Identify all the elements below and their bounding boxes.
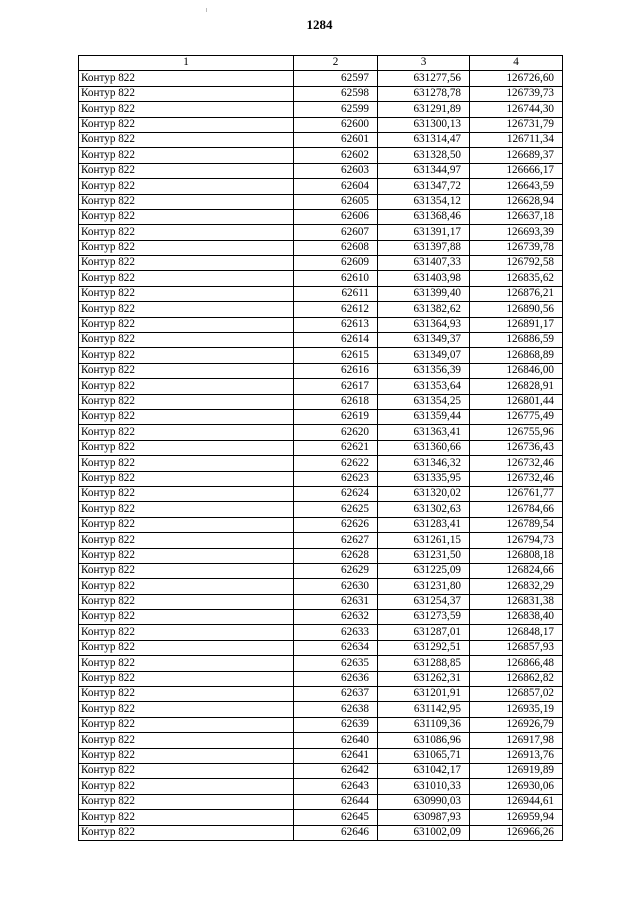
- contour-name-cell: Контур 822: [79, 425, 294, 440]
- table-row: [79, 702, 563, 717]
- y-coordinate-cell: 126739,78: [470, 240, 563, 255]
- y-coordinate-cell: 126891,17: [470, 317, 563, 332]
- contour-name-cell: Контур 822: [79, 225, 294, 240]
- column-header-1: 1: [79, 56, 294, 71]
- x-coordinate-cell: 631328,50: [378, 148, 470, 163]
- y-coordinate-cell: 126944,61: [470, 794, 563, 809]
- y-coordinate-cell: 126866,48: [470, 656, 563, 671]
- x-coordinate-cell: 631403,98: [378, 271, 470, 286]
- y-coordinate-cell: 126736,43: [470, 440, 563, 455]
- point-number-cell: 62614: [294, 333, 378, 348]
- contour-name-cell: Контур 822: [79, 486, 294, 501]
- contour-name-cell: Контур 822: [79, 794, 294, 809]
- x-coordinate-cell: 631231,50: [378, 548, 470, 563]
- point-number-cell: 62607: [294, 225, 378, 240]
- y-coordinate-cell: 126862,82: [470, 671, 563, 686]
- table-row: [79, 748, 563, 763]
- table-row: [79, 656, 563, 671]
- contour-name-cell: Контур 822: [79, 394, 294, 409]
- x-coordinate-cell: 631010,33: [378, 779, 470, 794]
- point-number-cell: 62636: [294, 671, 378, 686]
- x-coordinate-cell: 631382,62: [378, 302, 470, 317]
- point-number-cell: 62613: [294, 317, 378, 332]
- point-number-cell: 62630: [294, 579, 378, 594]
- x-coordinate-cell: 631391,17: [378, 225, 470, 240]
- contour-name-cell: Контур 822: [79, 640, 294, 655]
- table-header-row: [79, 56, 563, 71]
- point-number-cell: 62597: [294, 71, 378, 86]
- point-number-cell: 62626: [294, 517, 378, 532]
- point-number-cell: 62610: [294, 271, 378, 286]
- point-number-cell: 62635: [294, 656, 378, 671]
- table-row: [79, 717, 563, 732]
- point-number-cell: 62616: [294, 363, 378, 378]
- x-coordinate-cell: 631201,91: [378, 687, 470, 702]
- x-coordinate-cell: 631277,56: [378, 71, 470, 86]
- table-row: [79, 363, 563, 378]
- table-row: [79, 256, 563, 271]
- contour-name-cell: Контур 822: [79, 132, 294, 147]
- point-number-cell: 62612: [294, 302, 378, 317]
- point-number-cell: 62643: [294, 779, 378, 794]
- contour-name-cell: Контур 822: [79, 610, 294, 625]
- table-row: [79, 163, 563, 178]
- contour-name-cell: Контур 822: [79, 502, 294, 517]
- y-coordinate-cell: 126835,62: [470, 271, 563, 286]
- x-coordinate-cell: 631363,41: [378, 425, 470, 440]
- table-row: [79, 286, 563, 301]
- x-coordinate-cell: 631359,44: [378, 409, 470, 424]
- y-coordinate-cell: 126846,00: [470, 363, 563, 378]
- point-number-cell: 62633: [294, 625, 378, 640]
- y-coordinate-cell: 126628,94: [470, 194, 563, 209]
- point-number-cell: 62632: [294, 610, 378, 625]
- contour-name-cell: Контур 822: [79, 825, 294, 840]
- contour-name-cell: Контур 822: [79, 348, 294, 363]
- y-coordinate-cell: 126848,17: [470, 625, 563, 640]
- point-number-cell: 62611: [294, 286, 378, 301]
- page-number: 1284: [306, 17, 333, 32]
- point-number-cell: 62615: [294, 348, 378, 363]
- x-coordinate-cell: 631346,32: [378, 456, 470, 471]
- y-coordinate-cell: 126637,18: [470, 209, 563, 224]
- point-number-cell: 62646: [294, 825, 378, 840]
- contour-name-cell: Контур 822: [79, 533, 294, 548]
- y-coordinate-cell: 126808,18: [470, 548, 563, 563]
- table-row: [79, 302, 563, 317]
- y-coordinate-cell: 126838,40: [470, 610, 563, 625]
- y-coordinate-cell: 126744,30: [470, 102, 563, 117]
- table-row: [79, 486, 563, 501]
- point-number-cell: 62623: [294, 471, 378, 486]
- x-coordinate-cell: 631356,39: [378, 363, 470, 378]
- contour-name-cell: Контур 822: [79, 579, 294, 594]
- table-row: [79, 671, 563, 686]
- table-row: [79, 425, 563, 440]
- contour-name-cell: Контур 822: [79, 594, 294, 609]
- contour-name-cell: Контур 822: [79, 563, 294, 578]
- table-row: [79, 825, 563, 840]
- point-number-cell: 62602: [294, 148, 378, 163]
- x-coordinate-cell: 631225,09: [378, 563, 470, 578]
- x-coordinate-cell: 631302,63: [378, 502, 470, 517]
- contour-name-cell: Контур 822: [79, 733, 294, 748]
- y-coordinate-cell: 126890,56: [470, 302, 563, 317]
- contour-name-cell: Контур 822: [79, 240, 294, 255]
- point-number-cell: 62598: [294, 86, 378, 101]
- point-number-cell: 62621: [294, 440, 378, 455]
- point-number-cell: 62625: [294, 502, 378, 517]
- contour-name-cell: Контур 822: [79, 102, 294, 117]
- contour-name-cell: Контур 822: [79, 117, 294, 132]
- point-number-cell: 62608: [294, 240, 378, 255]
- table-row: [79, 763, 563, 778]
- x-coordinate-cell: 631300,13: [378, 117, 470, 132]
- table-row: [79, 225, 563, 240]
- y-coordinate-cell: 126755,96: [470, 425, 563, 440]
- y-coordinate-cell: 126919,89: [470, 763, 563, 778]
- contour-name-cell: Контур 822: [79, 286, 294, 301]
- contour-name-cell: Контур 822: [79, 271, 294, 286]
- table-row: [79, 194, 563, 209]
- point-number-cell: 62609: [294, 256, 378, 271]
- contour-name-cell: Контур 822: [79, 625, 294, 640]
- contour-name-cell: Контур 822: [79, 517, 294, 532]
- table-row: [79, 317, 563, 332]
- y-coordinate-cell: 126831,38: [470, 594, 563, 609]
- x-coordinate-cell: 631399,40: [378, 286, 470, 301]
- table-row: [79, 563, 563, 578]
- point-number-cell: 62622: [294, 456, 378, 471]
- point-number-cell: 62627: [294, 533, 378, 548]
- x-coordinate-cell: 631142,95: [378, 702, 470, 717]
- contour-name-cell: Контур 822: [79, 409, 294, 424]
- x-coordinate-cell: 631288,85: [378, 656, 470, 671]
- point-number-cell: 62642: [294, 763, 378, 778]
- point-number-cell: 62640: [294, 733, 378, 748]
- point-number-cell: 62605: [294, 194, 378, 209]
- x-coordinate-cell: 631261,15: [378, 533, 470, 548]
- contour-name-cell: Контур 822: [79, 86, 294, 101]
- point-number-cell: 62617: [294, 379, 378, 394]
- point-number-cell: 62631: [294, 594, 378, 609]
- contour-name-cell: Контур 822: [79, 256, 294, 271]
- x-coordinate-cell: 631254,37: [378, 594, 470, 609]
- x-coordinate-cell: 631042,17: [378, 763, 470, 778]
- point-number-cell: 62620: [294, 425, 378, 440]
- table-row: [79, 502, 563, 517]
- point-number-cell: 62624: [294, 486, 378, 501]
- contour-name-cell: Контур 822: [79, 656, 294, 671]
- x-coordinate-cell: 631283,41: [378, 517, 470, 532]
- table-row: [79, 456, 563, 471]
- x-coordinate-cell: 631368,46: [378, 209, 470, 224]
- y-coordinate-cell: 126824,66: [470, 563, 563, 578]
- x-coordinate-cell: 631262,31: [378, 671, 470, 686]
- contour-name-cell: Контур 822: [79, 440, 294, 455]
- x-coordinate-cell: 631231,80: [378, 579, 470, 594]
- table-row: [79, 379, 563, 394]
- table-row: [79, 117, 563, 132]
- x-coordinate-cell: 631349,37: [378, 333, 470, 348]
- table-row: [79, 687, 563, 702]
- contour-name-cell: Контур 822: [79, 209, 294, 224]
- y-coordinate-cell: 126876,21: [470, 286, 563, 301]
- table-row: [79, 471, 563, 486]
- y-coordinate-cell: 126886,59: [470, 333, 563, 348]
- column-header-4: 4: [470, 56, 563, 71]
- contour-name-cell: Контур 822: [79, 302, 294, 317]
- y-coordinate-cell: 126857,02: [470, 687, 563, 702]
- contour-name-cell: Контур 822: [79, 748, 294, 763]
- x-coordinate-cell: 631287,01: [378, 625, 470, 640]
- contour-name-cell: Контур 822: [79, 687, 294, 702]
- x-coordinate-cell: 631335,95: [378, 471, 470, 486]
- contour-name-cell: Контур 822: [79, 363, 294, 378]
- x-coordinate-cell: 630990,03: [378, 794, 470, 809]
- x-coordinate-cell: 631002,09: [378, 825, 470, 840]
- column-header-3: 3: [378, 56, 470, 71]
- point-number-cell: 62644: [294, 794, 378, 809]
- contour-name-cell: Контур 822: [79, 779, 294, 794]
- y-coordinate-cell: 126794,73: [470, 533, 563, 548]
- table-row: [79, 132, 563, 147]
- table-row: [79, 594, 563, 609]
- point-number-cell: 62638: [294, 702, 378, 717]
- column-header-2: 2: [294, 56, 378, 71]
- table-row: [79, 625, 563, 640]
- contour-name-cell: Контур 822: [79, 702, 294, 717]
- point-number-cell: 62606: [294, 209, 378, 224]
- table-row: [79, 394, 563, 409]
- point-number-cell: 62645: [294, 810, 378, 825]
- y-coordinate-cell: 126828,91: [470, 379, 563, 394]
- table-row: [79, 579, 563, 594]
- contour-name-cell: Контур 822: [79, 810, 294, 825]
- y-coordinate-cell: 126775,49: [470, 409, 563, 424]
- point-number-cell: 62599: [294, 102, 378, 117]
- y-coordinate-cell: 126868,89: [470, 348, 563, 363]
- y-coordinate-cell: 126711,34: [470, 132, 563, 147]
- table-row: [79, 333, 563, 348]
- contour-name-cell: Контур 822: [79, 763, 294, 778]
- x-coordinate-cell: 631360,66: [378, 440, 470, 455]
- x-coordinate-cell: 631320,02: [378, 486, 470, 501]
- y-coordinate-cell: 126959,94: [470, 810, 563, 825]
- x-coordinate-cell: 631292,51: [378, 640, 470, 655]
- point-number-cell: 62619: [294, 409, 378, 424]
- y-coordinate-cell: 126801,44: [470, 394, 563, 409]
- point-number-cell: 62629: [294, 563, 378, 578]
- table-row: [79, 779, 563, 794]
- x-coordinate-cell: 631291,89: [378, 102, 470, 117]
- x-coordinate-cell: 631314,47: [378, 132, 470, 147]
- x-coordinate-cell: 631086,96: [378, 733, 470, 748]
- table-row: [79, 209, 563, 224]
- y-coordinate-cell: 126643,59: [470, 179, 563, 194]
- point-number-cell: 62604: [294, 179, 378, 194]
- y-coordinate-cell: 126732,46: [470, 471, 563, 486]
- table-row: [79, 148, 563, 163]
- y-coordinate-cell: 126857,93: [470, 640, 563, 655]
- y-coordinate-cell: 126832,29: [470, 579, 563, 594]
- y-coordinate-cell: 126926,79: [470, 717, 563, 732]
- x-coordinate-cell: 631349,07: [378, 348, 470, 363]
- contour-name-cell: Контур 822: [79, 163, 294, 178]
- table-row: [79, 794, 563, 809]
- contour-name-cell: Контур 822: [79, 179, 294, 194]
- table-row: [79, 548, 563, 563]
- point-number-cell: 62600: [294, 117, 378, 132]
- y-coordinate-cell: 126761,77: [470, 486, 563, 501]
- contour-name-cell: Контур 822: [79, 548, 294, 563]
- y-coordinate-cell: 126935,19: [470, 702, 563, 717]
- coordinates-table: [78, 55, 563, 841]
- table-row: [79, 517, 563, 532]
- x-coordinate-cell: 631278,78: [378, 86, 470, 101]
- y-coordinate-cell: 126792,58: [470, 256, 563, 271]
- table-row: [79, 640, 563, 655]
- scan-mark: [206, 8, 207, 12]
- point-number-cell: 62634: [294, 640, 378, 655]
- x-coordinate-cell: 631347,72: [378, 179, 470, 194]
- y-coordinate-cell: 126666,17: [470, 163, 563, 178]
- point-number-cell: 62601: [294, 132, 378, 147]
- table-row: [79, 102, 563, 117]
- x-coordinate-cell: 631354,12: [378, 194, 470, 209]
- y-coordinate-cell: 126693,39: [470, 225, 563, 240]
- table-row: [79, 71, 563, 86]
- y-coordinate-cell: 126732,46: [470, 456, 563, 471]
- x-coordinate-cell: 631354,25: [378, 394, 470, 409]
- y-coordinate-cell: 126731,79: [470, 117, 563, 132]
- table-row: [79, 86, 563, 101]
- contour-name-cell: Контур 822: [79, 71, 294, 86]
- y-coordinate-cell: 126689,37: [470, 148, 563, 163]
- y-coordinate-cell: 126966,26: [470, 825, 563, 840]
- x-coordinate-cell: 631407,33: [378, 256, 470, 271]
- table-row: [79, 440, 563, 455]
- table-row: [79, 810, 563, 825]
- x-coordinate-cell: 631364,93: [378, 317, 470, 332]
- table-row: [79, 533, 563, 548]
- contour-name-cell: Контур 822: [79, 333, 294, 348]
- contour-name-cell: Контур 822: [79, 317, 294, 332]
- y-coordinate-cell: 126726,60: [470, 71, 563, 86]
- x-coordinate-cell: 631353,64: [378, 379, 470, 394]
- table-row: [79, 179, 563, 194]
- y-coordinate-cell: 126739,73: [470, 86, 563, 101]
- x-coordinate-cell: 631109,36: [378, 717, 470, 732]
- x-coordinate-cell: 631065,71: [378, 748, 470, 763]
- table-row: [79, 409, 563, 424]
- table-row: [79, 271, 563, 286]
- y-coordinate-cell: 126789,54: [470, 517, 563, 532]
- point-number-cell: 62618: [294, 394, 378, 409]
- y-coordinate-cell: 126930,06: [470, 779, 563, 794]
- contour-name-cell: Контур 822: [79, 671, 294, 686]
- y-coordinate-cell: 126913,76: [470, 748, 563, 763]
- table-row: [79, 733, 563, 748]
- point-number-cell: 62639: [294, 717, 378, 732]
- contour-name-cell: Контур 822: [79, 194, 294, 209]
- contour-name-cell: Контур 822: [79, 456, 294, 471]
- y-coordinate-cell: 126917,98: [470, 733, 563, 748]
- y-coordinate-cell: 126784,66: [470, 502, 563, 517]
- table-row: [79, 348, 563, 363]
- point-number-cell: 62641: [294, 748, 378, 763]
- table-row: [79, 610, 563, 625]
- contour-name-cell: Контур 822: [79, 148, 294, 163]
- x-coordinate-cell: 631273,59: [378, 610, 470, 625]
- x-coordinate-cell: 631344,97: [378, 163, 470, 178]
- point-number-cell: 62637: [294, 687, 378, 702]
- contour-name-cell: Контур 822: [79, 471, 294, 486]
- point-number-cell: 62603: [294, 163, 378, 178]
- x-coordinate-cell: 630987,93: [378, 810, 470, 825]
- contour-name-cell: Контур 822: [79, 717, 294, 732]
- point-number-cell: 62628: [294, 548, 378, 563]
- table-row: [79, 240, 563, 255]
- contour-name-cell: Контур 822: [79, 379, 294, 394]
- x-coordinate-cell: 631397,88: [378, 240, 470, 255]
